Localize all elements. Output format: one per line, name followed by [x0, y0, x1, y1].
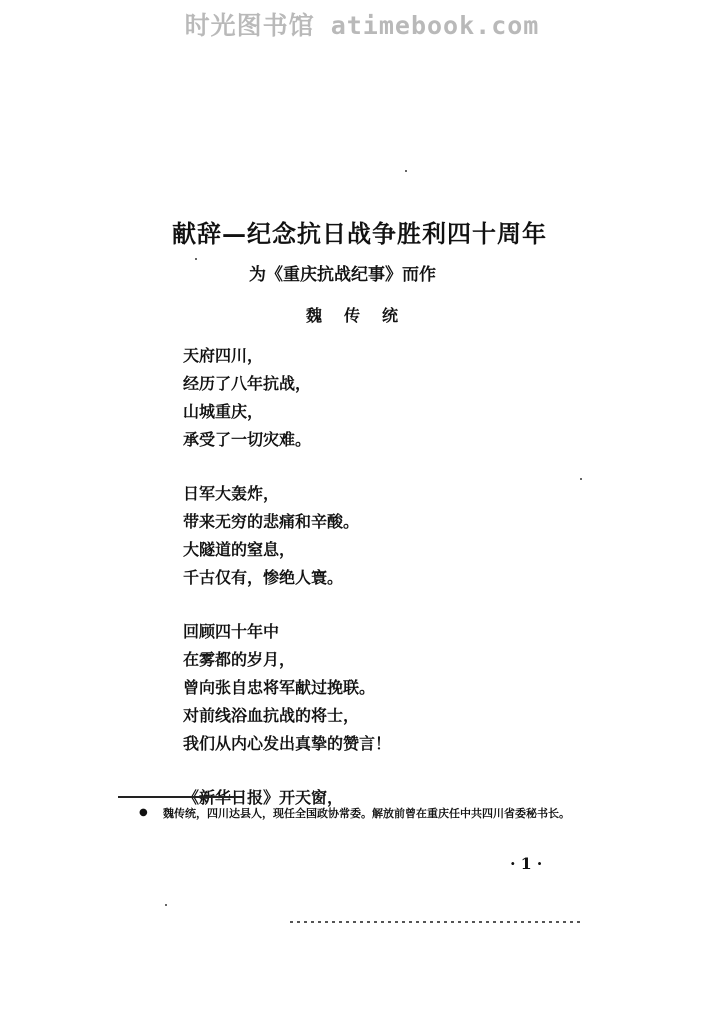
scan-speck	[580, 478, 582, 480]
stanza	[183, 618, 391, 758]
page-number: ·1·	[510, 854, 548, 873]
scan-speck	[165, 904, 167, 906]
poem-line: 承受了一切灾难。	[183, 430, 312, 449]
poem-line: 曾向张自忠将军献过挽联。	[183, 678, 376, 697]
footnote-text: 魏传统，四川达县人，现任全国政协常委。解放前曾在重庆任中共四川省委秘书长。	[163, 807, 570, 820]
poem-line: 大隧道的窒息，	[183, 540, 296, 559]
scan-speck	[195, 258, 197, 260]
poem-line: 在雾都的岁月，	[183, 650, 296, 669]
poem-subtitle: 为《重庆抗战纪事》而作	[249, 265, 436, 285]
poem-body	[183, 342, 391, 812]
poem-line: 带来无穷的悲痛和辛酸。	[183, 512, 360, 531]
poem-line: 山城重庆，	[183, 402, 264, 421]
poem-line: 千古仅有，惨绝人寰。	[183, 568, 344, 587]
poem-line: 我们从内心发出真挚的赞言！	[183, 734, 392, 753]
footnote-marker: ●	[139, 807, 148, 818]
poem-line: 天府四川，	[183, 346, 264, 365]
poem-line: 经历了八年抗战，	[183, 374, 312, 393]
author-name: 魏传统	[306, 306, 421, 325]
scan-artifact-dashes	[290, 921, 580, 923]
poem-line: 对前线浴血抗战的将士，	[183, 706, 360, 725]
scan-speck	[405, 170, 407, 172]
poem-line: 回顾四十年中	[183, 622, 280, 641]
poem-title: 献辞—纪念抗日战争胜利四十周年	[172, 219, 547, 248]
stanza	[183, 480, 391, 592]
watermark: 时光图书馆 atimebook.com	[184, 11, 540, 40]
footnote-rule	[118, 796, 244, 798]
poem-line: 《新华日报》开天窗，	[183, 788, 344, 807]
stanza	[183, 342, 391, 454]
poem-line: 日军大轰炸，	[183, 484, 280, 503]
